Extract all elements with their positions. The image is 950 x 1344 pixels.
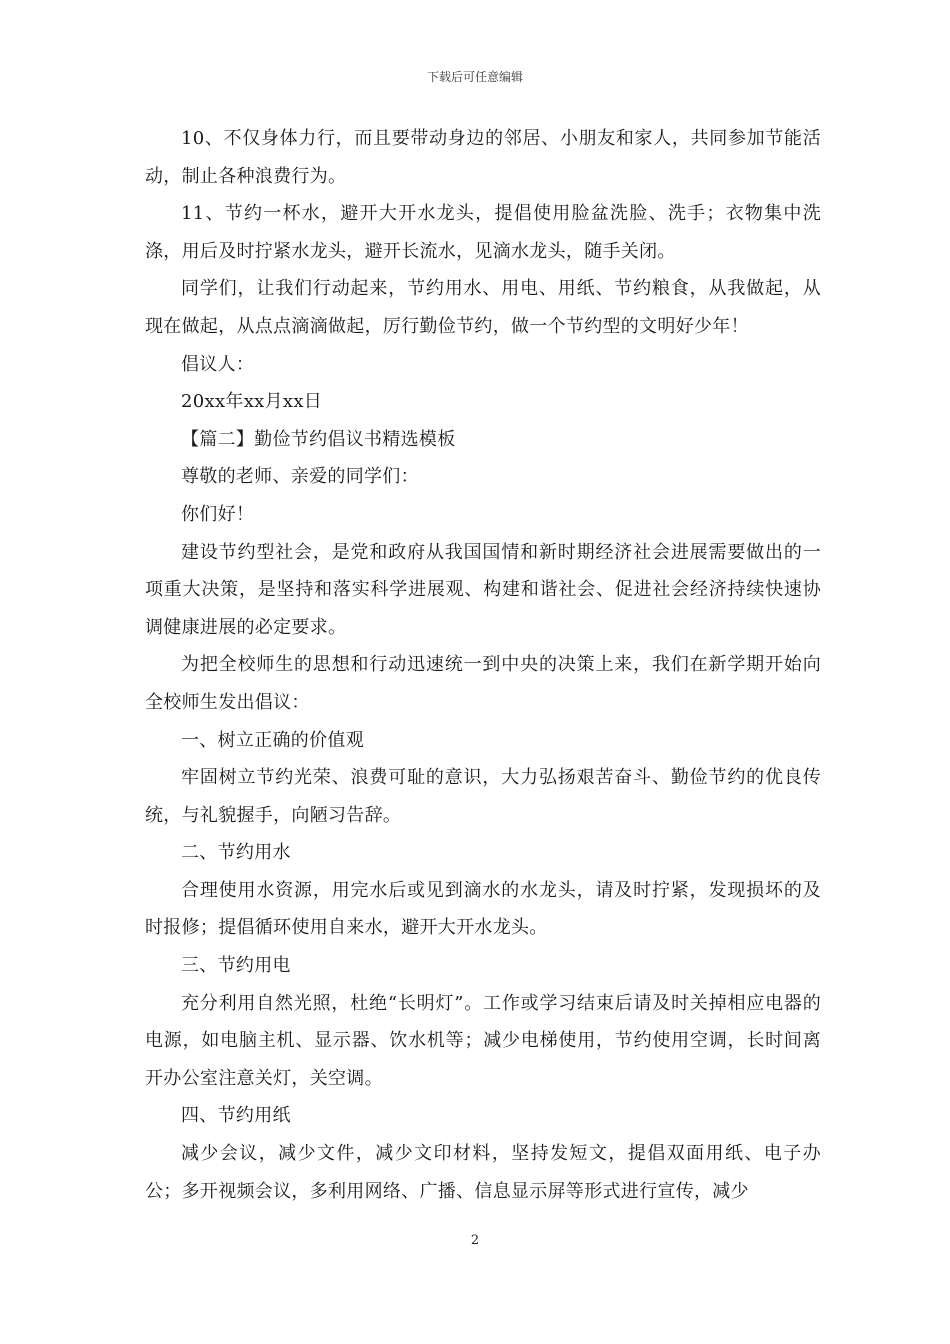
document-body <box>145 120 821 1210</box>
section-title: 【篇二】勤俭节约倡议书精选模板 <box>181 428 456 450</box>
paragraph: 为把全校师生的思想和行动迅速统一到中央的决策上来，我们在新学期开始向全校师生发出倡议： <box>145 654 821 713</box>
paragraph: 牢固树立节约光荣、浪费可耻的意识，大力弘扬艰苦奋斗、勤俭节约的优良传统，与礼貌握手，向陋习告辞。 <box>145 767 821 826</box>
section-heading: 二、节约用水 <box>181 842 291 864</box>
section-heading: 四、节约用纸 <box>181 1105 291 1127</box>
paragraph: 11、节约一杯水，避开大开水龙头，提倡使用脸盆洗脸、洗手；衣物集中洗涤，用后及时拧紧水龙头，避开长流水，见滴水龙头，随手关闭。 <box>145 203 821 262</box>
page-number: 2 <box>470 1233 480 1248</box>
paragraph: 合理使用水资源，用完水后或见到滴水的水龙头，请及时拧紧，发现损坏的及时报修；提倡循环使用自来水，避开大开水龙头。 <box>145 879 821 939</box>
paragraph: 建设节约型社会，是党和政府从我国国情和新时期经济社会进展需要做出的一项重大决策，是坚持和落实科学进展观、构建和谐社会、促进社会经济持续快速协调健康进展的必定要求。 <box>145 541 821 638</box>
paragraph: 你们好！ <box>181 503 255 525</box>
paragraph: 充分利用自然光照，杜绝“长明灯”。工作或学习结束后请及时关掉相应电器的电源，如电脑主机、显示器、饮水机等；减少电梯使用，节约使用空调，长时间离开办公室注意关灯，关空调。 <box>145 992 821 1089</box>
section-heading: 一、树立正确的价值观 <box>181 729 364 751</box>
paragraph: 尊敬的老师、亲爱的同学们： <box>181 466 419 488</box>
paragraph: 减少会议，减少文件，减少文印材料，坚持发短文，提倡双面用纸、电子办公；多开视频会议，多利用网络、广播、信息显示屏等形式进行宣传，减少 <box>145 1143 821 1202</box>
section-heading: 三、节约用电 <box>181 955 291 977</box>
page-header: 下载后可任意编辑 <box>426 70 523 84</box>
paragraph: 20xx年xx月xx日 <box>181 391 323 413</box>
paragraph: 10、不仅身体力行，而且要带动身边的邻居、小朋友和家人，共同参加节能活动，制止各种浪费行为。 <box>145 128 821 187</box>
paragraph: 同学们，让我们行动起来，节约用水、用电、用纸、节约粮食，从我做起，从现在做起，从点点滴滴做起，厉行勤俭节约，做一个节约型的文明好少年！ <box>145 278 821 337</box>
paragraph: 倡议人： <box>181 353 255 375</box>
